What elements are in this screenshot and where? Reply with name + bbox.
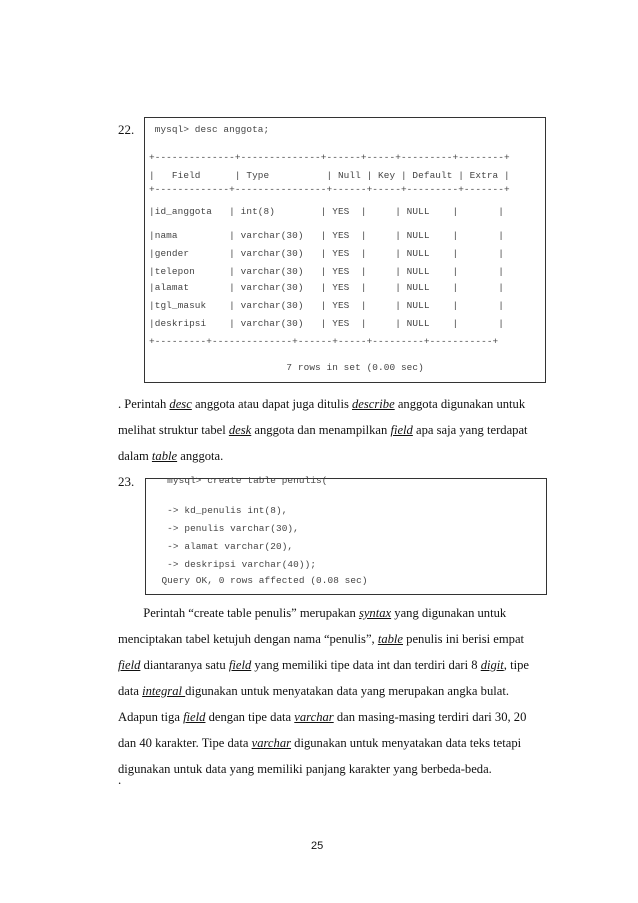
page-number: 25 — [311, 840, 324, 852]
terminal-line: -> alamat varchar(20), — [150, 541, 294, 552]
terminal-line: | Field | Type | Null | Key | Default | Extra | — [149, 170, 510, 181]
paragraph-line: digunakan untuk data yang memiliki panjang karakter yang berbeda-beda. — [118, 762, 492, 776]
item-number-22: 22. — [118, 122, 135, 137]
paragraph-create-table-explanation — [118, 600, 530, 782]
trailing-mark: . — [118, 772, 122, 787]
paragraph-line: Adapun tiga field dengan tipe data varchar dan masing-masing terdiri dari 30, 20 — [118, 710, 527, 724]
terminal-line: +---------+--------------+------+-----+---------+-----------+ — [149, 336, 499, 347]
terminal-line: +-------------+----------------+------+-----+---------+-------+ — [149, 184, 510, 195]
desc-line-2: melihat struktur tabel desk anggota dan menampilkan field apa saja yang terdapat — [118, 423, 528, 437]
terminal-line: |deskripsi | varchar(30) | YES | | NULL | | — [149, 318, 505, 329]
terminal-output-desc — [144, 117, 546, 383]
terminal-line: |id_anggota | int(8) | YES | | NULL | | — [149, 206, 505, 217]
item-number-23: 23. — [118, 474, 135, 489]
terminal-line: Query OK, 0 rows affected (0.08 sec) — [150, 575, 368, 586]
desc-line-1: . Perintah desc anggota atau dapat juga ditulis describe anggota digunakan untuk — [118, 397, 526, 411]
terminal-line: |telepon | varchar(30) | YES | | NULL | | — [149, 266, 505, 277]
terminal-output-create-table — [145, 475, 547, 595]
terminal-line: |gender | varchar(30) | YES | | NULL | | — [149, 248, 505, 259]
terminal-line: |nama | varchar(30) | YES | | NULL | | — [149, 230, 505, 241]
paragraph-desc-explanation — [118, 391, 530, 469]
terminal-line: -> penulis varchar(30), — [150, 523, 299, 534]
terminal-line: mysql> desc anggota; — [149, 124, 270, 135]
desc-line-3: dalam table anggota. — [118, 449, 224, 463]
paragraph-line: dan 40 karakter. Tipe data varchar digunakan untuk menyatakan data teks tetapi — [118, 736, 522, 750]
paragraph-line: menciptakan tabel ketujuh dengan nama “penulis”, table penulis ini berisi empat — [118, 632, 525, 646]
paragraph-line: data integral digunakan untuk menyatakan data yang merupakan angka bulat. — [118, 684, 509, 698]
terminal-line: |alamat | varchar(30) | YES | | NULL | | — [149, 282, 505, 293]
terminal-line: -> deskripsi varchar(40)); — [150, 559, 317, 570]
terminal-line: 7 rows in set (0.00 sec) — [149, 362, 424, 373]
paragraph-line: Perintah “create table penulis” merupakan syntax yang digunakan untuk — [118, 606, 507, 620]
paragraph-line: field diantaranya satu field yang memiliki tipe data int dan terdiri dari 8 digit, tipe — [118, 658, 529, 672]
terminal-line: -> kd_penulis int(8), — [150, 505, 288, 516]
terminal-line: +--------------+--------------+------+-----+---------+--------+ — [149, 152, 510, 163]
terminal-line: |tgl_masuk | varchar(30) | YES | | NULL | | — [149, 300, 505, 311]
terminal-line: mysql> create table penulis( — [150, 475, 328, 486]
